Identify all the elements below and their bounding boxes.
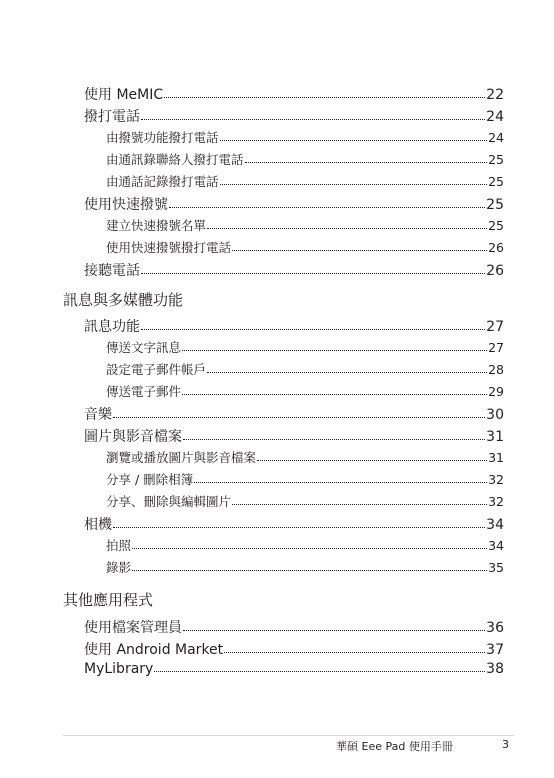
toc-entry-title: 使用快速撥號撥打電話 xyxy=(106,240,232,255)
dot-leader xyxy=(194,482,487,483)
toc-entry-title: 瀏覽或播放圖片與影音檔案 xyxy=(106,450,257,465)
toc-entry-page: 32 xyxy=(488,494,504,509)
toc-subentry[interactable] xyxy=(106,150,504,168)
toc-entry-page: 32 xyxy=(488,472,504,487)
toc-entry-title: 圖片與影音檔案 xyxy=(84,429,182,445)
toc-entry-page: 26 xyxy=(488,240,504,255)
toc-entry-title: 音樂 xyxy=(84,407,112,423)
dot-leader xyxy=(245,162,488,163)
dot-leader xyxy=(220,140,488,141)
toc-entry-title: MyLibrary xyxy=(84,661,154,677)
dot-leader xyxy=(132,570,487,571)
toc-entry-title: 設定電子郵件帳戶 xyxy=(106,362,207,377)
toc-entry-page: 29 xyxy=(488,384,504,399)
toc-entry-page: 35 xyxy=(488,560,504,575)
toc-subentry[interactable] xyxy=(106,382,504,400)
section-heading: 其他應用程式 xyxy=(63,591,154,609)
toc-entry-page: 26 xyxy=(486,263,504,279)
toc-entry-page: 31 xyxy=(488,450,504,465)
toc-entry-page: 36 xyxy=(486,620,504,636)
dot-leader xyxy=(169,207,485,208)
toc-subentry[interactable] xyxy=(106,172,504,190)
dot-leader xyxy=(220,184,488,185)
toc-entry-page: 25 xyxy=(488,218,504,233)
dot-leader xyxy=(132,548,487,549)
toc-subentry[interactable] xyxy=(106,216,504,234)
toc-entry[interactable] xyxy=(84,514,504,534)
dot-leader xyxy=(183,439,485,440)
dot-leader xyxy=(182,350,487,351)
toc-subentry[interactable] xyxy=(106,558,504,576)
toc-entry[interactable] xyxy=(84,404,504,424)
toc-entry-page: 38 xyxy=(486,661,504,677)
toc-entry-page: 25 xyxy=(488,152,504,167)
toc-subentry[interactable] xyxy=(106,238,504,256)
toc-entry-title: 傳送文字訊息 xyxy=(106,340,182,355)
toc-entry-title: 相機 xyxy=(84,517,112,533)
toc-entry-page: 31 xyxy=(486,429,504,445)
section-heading: 訊息與多媒體功能 xyxy=(63,291,184,309)
dot-leader xyxy=(232,250,487,251)
dot-leader xyxy=(232,504,487,505)
dot-leader xyxy=(141,329,485,330)
footer-divider xyxy=(63,735,514,736)
toc-subentry[interactable] xyxy=(106,470,504,488)
toc-subentry[interactable] xyxy=(106,338,504,356)
dot-leader xyxy=(182,394,487,395)
toc-entry-title: 使用 MeMIC xyxy=(84,87,164,103)
toc-entry-page: 37 xyxy=(486,642,504,658)
toc-entry[interactable] xyxy=(84,84,504,104)
toc-entry-page: 24 xyxy=(486,109,504,125)
toc-entry[interactable] xyxy=(84,617,504,637)
toc-entry-title: 建立快速撥號名單 xyxy=(106,218,207,233)
footer-page-number: 3 xyxy=(502,738,509,751)
dot-leader xyxy=(207,372,487,373)
dot-leader xyxy=(141,273,485,274)
dot-leader xyxy=(224,652,485,653)
toc-entry-title: 分享、刪除與編輯圖片 xyxy=(106,494,232,509)
footer-manual-title: 華碩 Eee Pad 使用手冊 xyxy=(336,740,453,753)
toc-entry-title: 使用檔案管理員 xyxy=(84,620,182,636)
toc-entry-page: 22 xyxy=(486,87,504,103)
toc-entry-title: 接聽電話 xyxy=(84,263,140,279)
toc-entry[interactable] xyxy=(84,426,504,446)
toc-entry-page: 28 xyxy=(488,362,504,377)
toc-entry-title: 由通話記錄撥打電話 xyxy=(106,174,219,189)
dot-leader xyxy=(207,228,487,229)
toc-entry-page: 27 xyxy=(486,319,504,335)
toc-entry[interactable] xyxy=(84,661,504,677)
toc-entry-page: 25 xyxy=(488,174,504,189)
toc-entry[interactable] xyxy=(84,106,504,126)
toc-entry-title: 撥打電話 xyxy=(84,109,140,125)
toc-entry-title: 由通訊錄聯絡人撥打電話 xyxy=(106,152,244,167)
toc-entry-title: 訊息功能 xyxy=(84,319,140,335)
dot-leader xyxy=(257,460,487,461)
dot-leader xyxy=(113,417,485,418)
dot-leader xyxy=(183,630,485,631)
toc-entry-page: 27 xyxy=(488,340,504,355)
toc-subentry[interactable] xyxy=(106,128,504,146)
toc-entry-page: 25 xyxy=(486,197,504,213)
toc-subentry[interactable] xyxy=(106,448,504,466)
toc-entry-title: 錄影 xyxy=(106,560,132,575)
toc-subentry[interactable] xyxy=(106,492,504,510)
dot-leader xyxy=(113,527,485,528)
toc-entry[interactable] xyxy=(84,194,504,214)
toc-entry-title: 使用 Android Market xyxy=(84,642,224,658)
toc-entry[interactable] xyxy=(84,260,504,280)
toc-entry-title: 傳送電子郵件 xyxy=(106,384,182,399)
toc-entry-page: 34 xyxy=(488,538,504,553)
toc-entry-title: 拍照 xyxy=(106,538,132,553)
dot-leader xyxy=(141,119,485,120)
toc-entry-page: 30 xyxy=(486,407,504,423)
toc-entry-title: 由撥號功能撥打電話 xyxy=(106,130,219,145)
toc-entry-page: 34 xyxy=(486,517,504,533)
dot-leader xyxy=(154,671,485,672)
toc-entry-page: 24 xyxy=(488,130,504,145)
toc-entry[interactable] xyxy=(84,316,504,336)
toc-subentry[interactable] xyxy=(106,360,504,378)
toc-subentry[interactable] xyxy=(106,536,504,554)
toc-entry-title: 使用快速撥號 xyxy=(84,197,168,213)
dot-leader xyxy=(164,97,485,98)
toc-entry[interactable] xyxy=(84,639,504,659)
toc-entry-title: 分享 / 刪除相簿 xyxy=(106,472,194,487)
